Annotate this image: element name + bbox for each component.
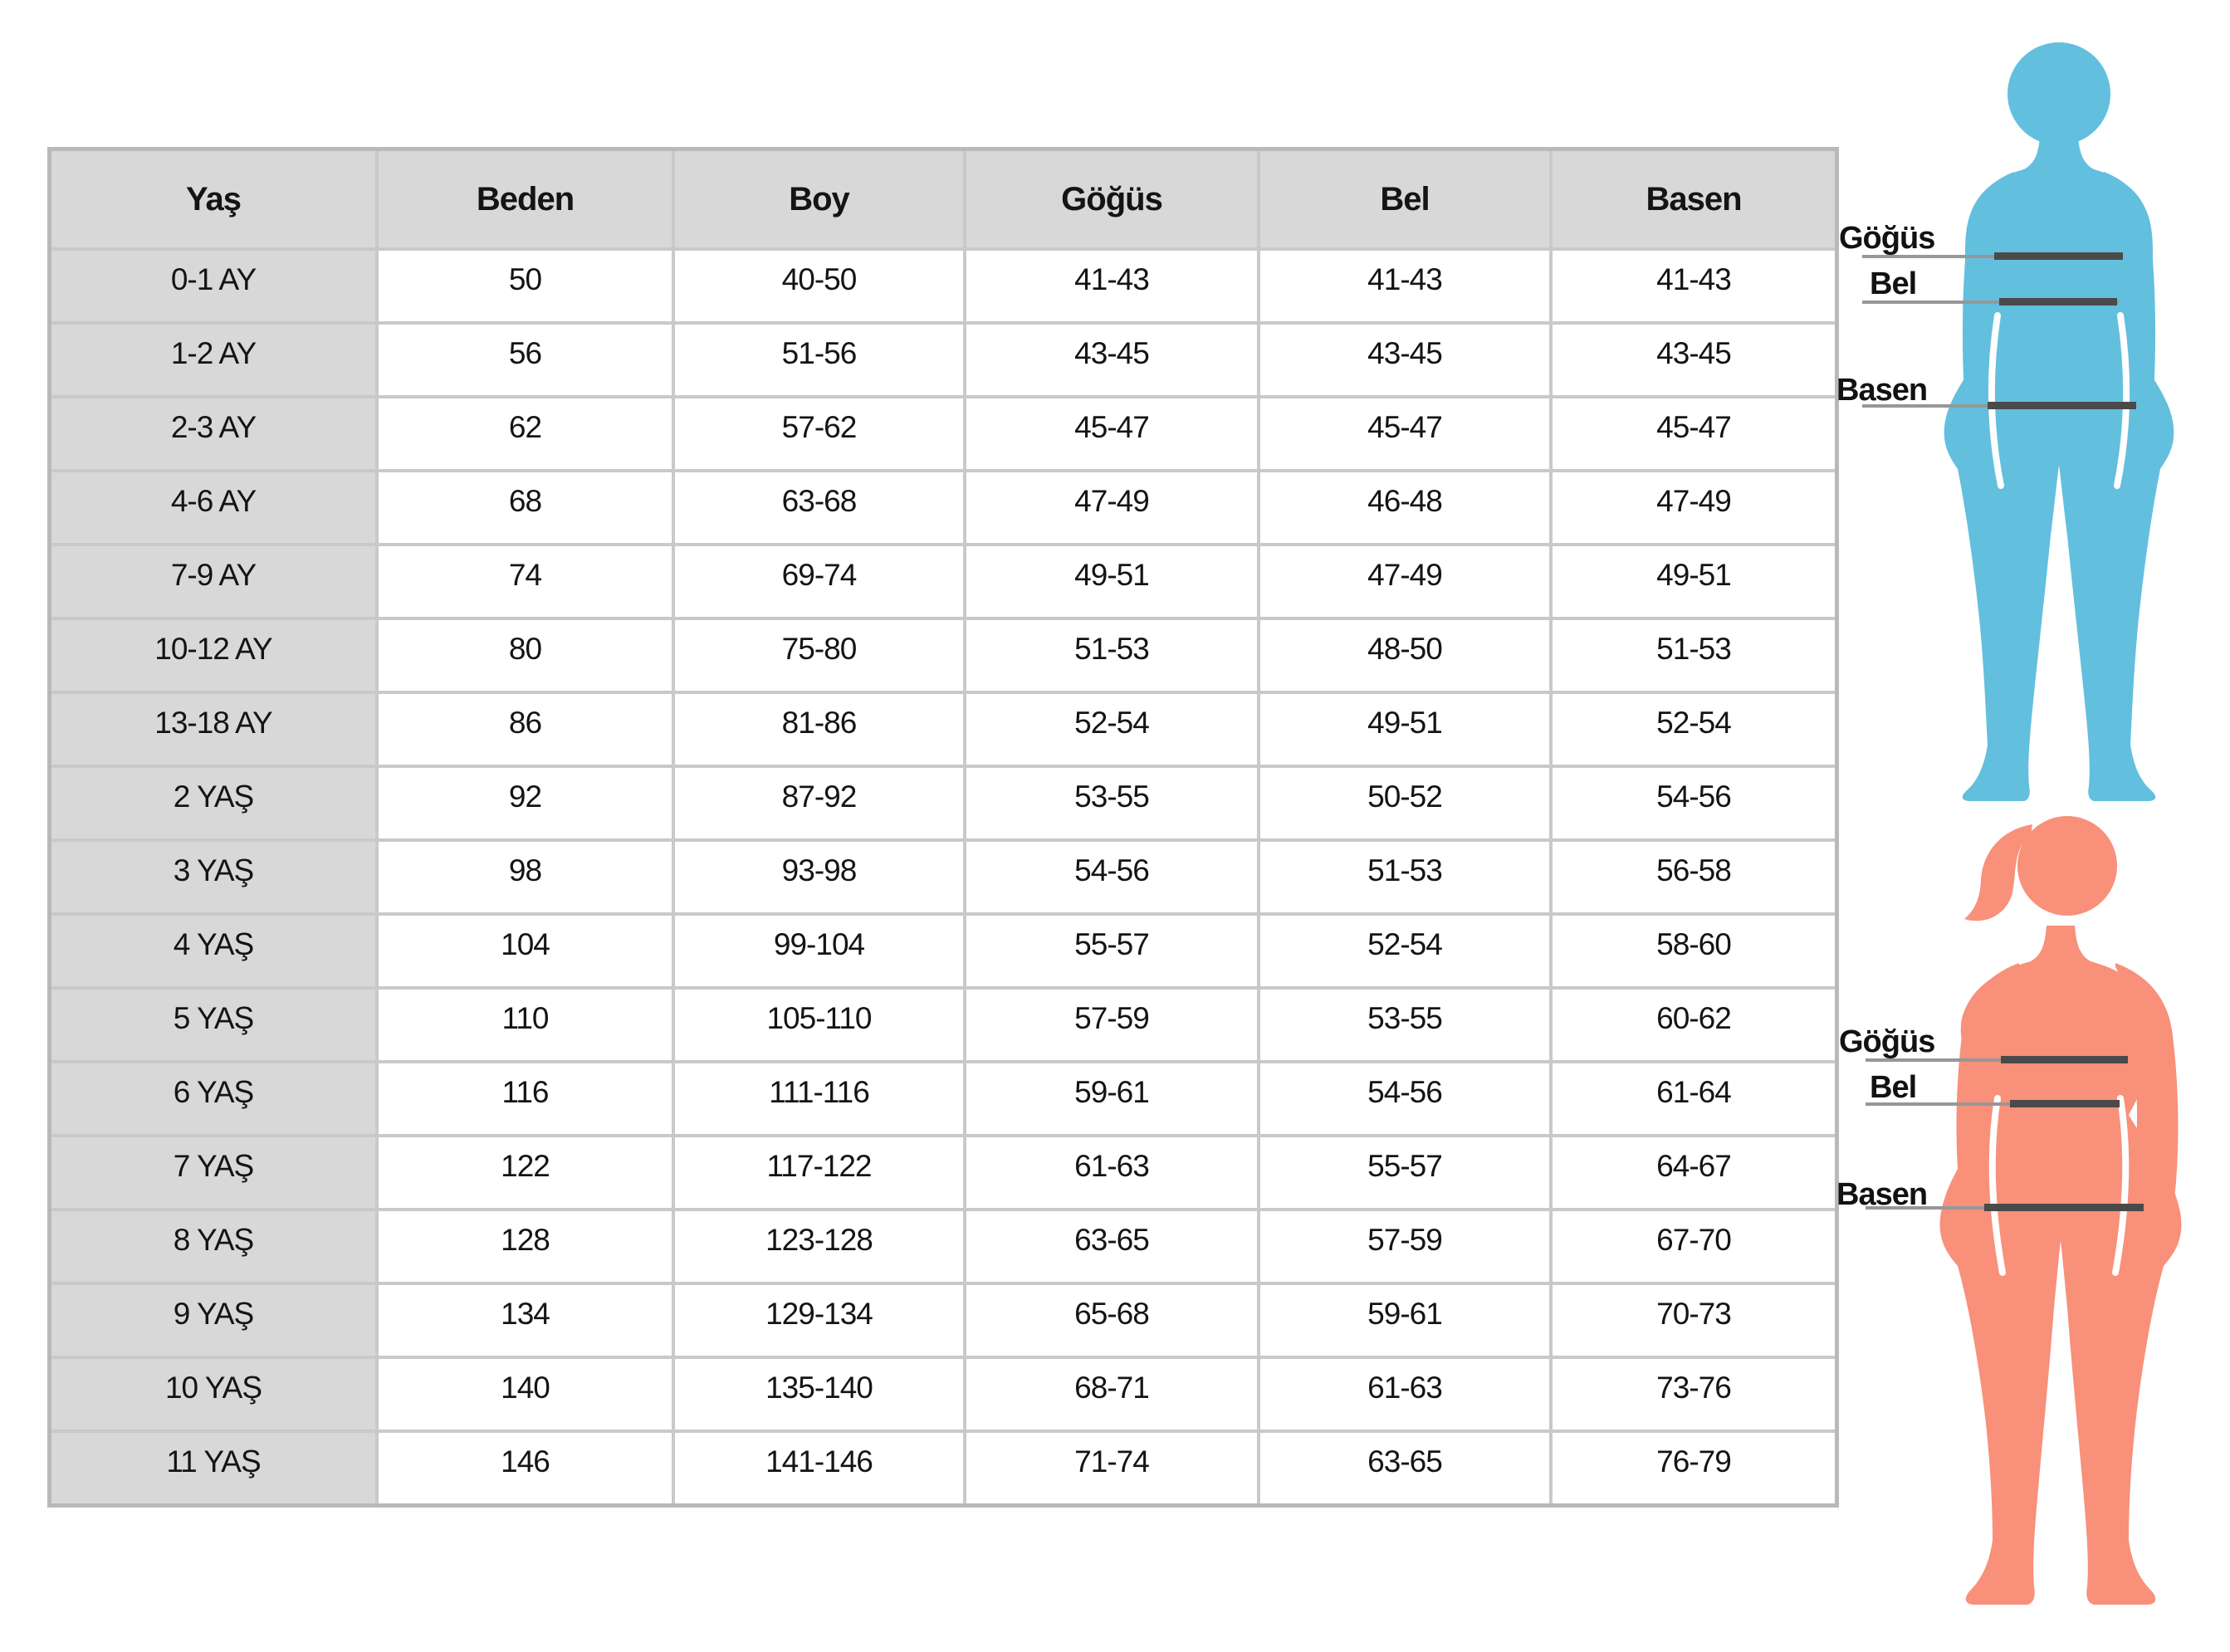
data-cell: 68-71 [966, 1359, 1257, 1430]
row-age-cell: 9 YAŞ [51, 1285, 375, 1356]
data-cell: 93-98 [675, 842, 963, 912]
data-cell: 51-53 [1553, 620, 1835, 691]
data-cell: 64-67 [1553, 1137, 1835, 1208]
row-age-cell: 10 YAŞ [51, 1359, 375, 1430]
data-cell: 43-45 [1553, 325, 1835, 395]
data-cell: 52-54 [1260, 916, 1549, 986]
data-cell: 53-55 [1260, 990, 1549, 1060]
data-cell: 140 [379, 1359, 672, 1430]
data-cell: 49-51 [966, 546, 1257, 617]
data-cell: 40-50 [675, 251, 963, 321]
row-age-cell: 6 YAŞ [51, 1063, 375, 1134]
data-cell: 61-63 [1260, 1359, 1549, 1430]
data-cell: 52-54 [1553, 694, 1835, 765]
boy-hip-line-dark [1988, 402, 2136, 409]
data-cell: 51-53 [966, 620, 1257, 691]
row-age-cell: 7-9 AY [51, 546, 375, 617]
data-cell: 56 [379, 325, 672, 395]
row-age-cell: 0-1 AY [51, 251, 375, 321]
data-cell: 80 [379, 620, 672, 691]
row-age-cell: 2-3 AY [51, 398, 375, 469]
column-header: Göğüs [966, 151, 1257, 247]
data-cell: 55-57 [1260, 1137, 1549, 1208]
girl-hip-label: Basen [1836, 1177, 1928, 1212]
data-cell: 47-49 [966, 472, 1257, 543]
girl-waist-line-dark [2010, 1100, 2120, 1107]
data-cell: 146 [379, 1433, 672, 1503]
data-cell: 60-62 [1553, 990, 1835, 1060]
data-cell: 41-43 [966, 251, 1257, 321]
row-age-cell: 7 YAŞ [51, 1137, 375, 1208]
data-cell: 70-73 [1553, 1285, 1835, 1356]
data-cell: 43-45 [966, 325, 1257, 395]
data-cell: 68 [379, 472, 672, 543]
data-cell: 45-47 [1260, 398, 1549, 469]
row-age-cell: 1-2 AY [51, 325, 375, 395]
girl-chest-line-dark [2001, 1056, 2128, 1063]
data-cell: 74 [379, 546, 672, 617]
data-cell: 50 [379, 251, 672, 321]
data-cell: 117-122 [675, 1137, 963, 1208]
data-cell: 59-61 [1260, 1285, 1549, 1356]
column-header: Basen [1553, 151, 1835, 247]
boy-hip-label: Basen [1836, 373, 1928, 408]
boy-waist-line-dark [1999, 298, 2117, 305]
data-cell: 41-43 [1553, 251, 1835, 321]
data-cell: 63-68 [675, 472, 963, 543]
data-cell: 69-74 [675, 546, 963, 617]
data-cell: 62 [379, 398, 672, 469]
data-cell: 65-68 [966, 1285, 1257, 1356]
data-cell: 61-63 [966, 1137, 1257, 1208]
data-cell: 111-116 [675, 1063, 963, 1134]
data-cell: 45-47 [966, 398, 1257, 469]
data-cell: 49-51 [1553, 546, 1835, 617]
data-cell: 67-70 [1553, 1211, 1835, 1282]
data-cell: 47-49 [1553, 472, 1835, 543]
data-cell: 87-92 [675, 768, 963, 838]
column-header: Boy [675, 151, 963, 247]
data-cell: 51-53 [1260, 842, 1549, 912]
data-cell: 41-43 [1260, 251, 1549, 321]
column-header: Beden [379, 151, 672, 247]
data-cell: 92 [379, 768, 672, 838]
girl-hip-line-dark [1984, 1204, 2144, 1211]
data-cell: 49-51 [1260, 694, 1549, 765]
data-cell: 122 [379, 1137, 672, 1208]
row-age-cell: 3 YAŞ [51, 842, 375, 912]
data-cell: 57-59 [966, 990, 1257, 1060]
data-cell: 71-74 [966, 1433, 1257, 1503]
row-age-cell: 13-18 AY [51, 694, 375, 765]
data-cell: 58-60 [1553, 916, 1835, 986]
data-cell: 52-54 [966, 694, 1257, 765]
data-cell: 110 [379, 990, 672, 1060]
data-cell: 116 [379, 1063, 672, 1134]
row-age-cell: 4-6 AY [51, 472, 375, 543]
data-cell: 50-52 [1260, 768, 1549, 838]
data-cell: 56-58 [1553, 842, 1835, 912]
data-cell: 99-104 [675, 916, 963, 986]
boy-chest-label: Göğüs [1839, 221, 1935, 256]
boy-waist-label: Bel [1870, 266, 1917, 301]
row-age-cell: 10-12 AY [51, 620, 375, 691]
data-cell: 43-45 [1260, 325, 1549, 395]
data-cell: 81-86 [675, 694, 963, 765]
column-header: Bel [1260, 151, 1549, 247]
data-cell: 98 [379, 842, 672, 912]
data-cell: 57-59 [1260, 1211, 1549, 1282]
data-cell: 63-65 [966, 1211, 1257, 1282]
data-cell: 76-79 [1553, 1433, 1835, 1503]
column-header: Yaş [51, 151, 375, 247]
data-cell: 45-47 [1553, 398, 1835, 469]
data-cell: 48-50 [1260, 620, 1549, 691]
data-cell: 54-56 [966, 842, 1257, 912]
data-cell: 135-140 [675, 1359, 963, 1430]
girl-waist-label: Bel [1870, 1070, 1917, 1105]
data-cell: 46-48 [1260, 472, 1549, 543]
boy-chest-line-dark [1994, 252, 2123, 260]
data-cell: 73-76 [1553, 1359, 1835, 1430]
girl-chest-label: Göğüs [1839, 1024, 1935, 1059]
row-age-cell: 11 YAŞ [51, 1433, 375, 1503]
data-cell: 86 [379, 694, 672, 765]
data-cell: 105-110 [675, 990, 963, 1060]
data-cell: 123-128 [675, 1211, 963, 1282]
data-cell: 75-80 [675, 620, 963, 691]
row-age-cell: 8 YAŞ [51, 1211, 375, 1282]
row-age-cell: 2 YAŞ [51, 768, 375, 838]
data-cell: 55-57 [966, 916, 1257, 986]
row-age-cell: 5 YAŞ [51, 990, 375, 1060]
data-cell: 129-134 [675, 1285, 963, 1356]
data-cell: 134 [379, 1285, 672, 1356]
data-cell: 104 [379, 916, 672, 986]
data-cell: 128 [379, 1211, 672, 1282]
data-cell: 59-61 [966, 1063, 1257, 1134]
data-cell: 63-65 [1260, 1433, 1549, 1503]
data-cell: 53-55 [966, 768, 1257, 838]
row-age-cell: 4 YAŞ [51, 916, 375, 986]
data-cell: 61-64 [1553, 1063, 1835, 1134]
data-cell: 47-49 [1260, 546, 1549, 617]
data-cell: 54-56 [1553, 768, 1835, 838]
data-cell: 141-146 [675, 1433, 963, 1503]
data-cell: 57-62 [675, 398, 963, 469]
data-cell: 51-56 [675, 325, 963, 395]
data-cell: 54-56 [1260, 1063, 1549, 1134]
boy-silhouette-icon [1934, 37, 2184, 801]
size-table [47, 147, 1839, 1508]
